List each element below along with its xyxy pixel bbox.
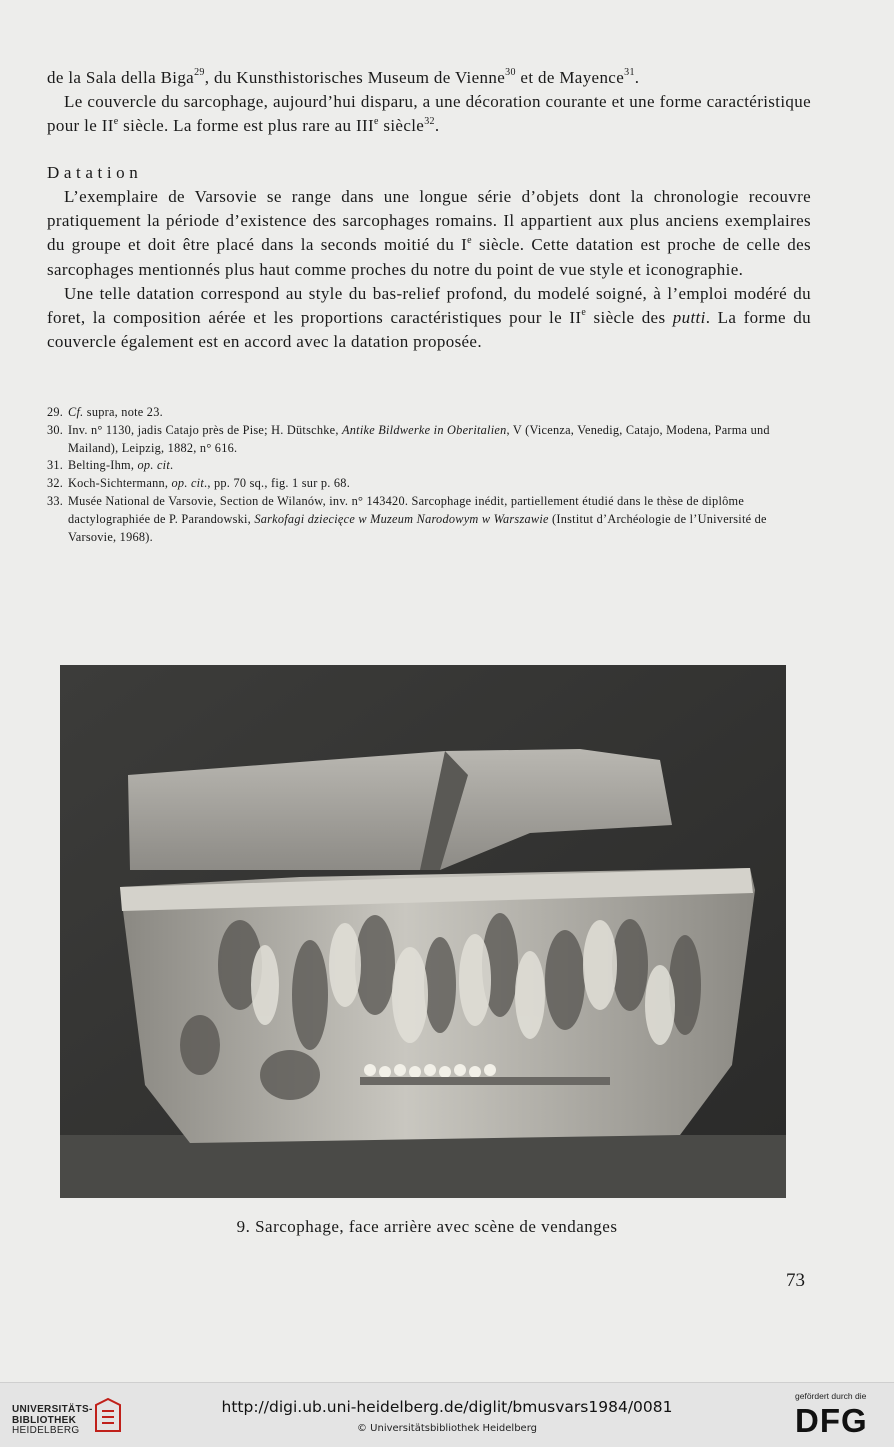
page-number: 73 — [786, 1270, 805, 1291]
funding-label: gefördert durch die — [795, 1391, 867, 1401]
viewer-footer — [0, 1382, 894, 1447]
body-text-datation — [47, 185, 811, 354]
body-text-top — [47, 66, 811, 139]
paragraph-1: de la Sala della Biga$^{29}$, du Kunsthistorisches Museum de Vienne$^{30}$ et de Mayence$^{31}$. — [47, 67, 640, 87]
sarcophagus-image — [60, 665, 786, 1198]
footnote-ref-31[interactable]: 31 — [624, 67, 635, 79]
permalink-url[interactable]: http://digi.ub.uni-heidelberg.de/diglit/bmusvars1984/0081 — [221, 1398, 673, 1416]
footnotes — [47, 404, 813, 546]
library-logo[interactable]: UNIVERSITÄTS- BIBLIOTHEK HEIDELBERG — [12, 1404, 93, 1436]
library-emblem-icon — [92, 1397, 124, 1433]
figure-caption: 9. Sarcophage, face arrière avec scène de vendanges — [236, 1217, 618, 1236]
paragraph-4: Une telle datation correspond au style du bas-relief profond, du modelé soigné, à l’emploi modéré du foret, la composition aérée et les proportions caractéristiques pour le IIe siècle des putti. La forme du couvercle également est en accord avec la datation proposée. — [47, 283, 812, 352]
sarcophagus-photo — [60, 665, 786, 1198]
footnote-ref-30[interactable]: 30 — [505, 67, 516, 79]
footnote-32: 32. Koch-Sichtermann, op. cit., pp. 70 sq., fig. 1 sur p. 68. — [47, 476, 351, 491]
copyright-notice: © Universitätsbibliothek Heidelberg — [356, 1423, 537, 1434]
footnote-30: 30. Inv. n° 1130, jadis Catajo près de Pise; H. Dütschke, Antike Bildwerke in Oberitalien, V (Vicenza, Venedig, Catajo, Modena, Parma und Mailand), Leipzig, 1882, n° 616. — [47, 422, 770, 455]
footnote-33: 33. Musée National de Varsovie, Section de Wilanów, inv. n° 143420. Sarcophage inédit, partiellement étudié dans le thèse de diplôme dactylographiée de P. Parandowski, Sarkofagi dziecięce w Muzeum Narodowym w Warszawie (Institut d’Archéologie de l’Université de Varsovie, 1968). — [47, 493, 767, 544]
dfg-logo[interactable]: DFG — [795, 1402, 868, 1439]
section-heading: Datation — [47, 163, 143, 182]
paragraph-2: Le couvercle du sarcophage, aujourd’hui disparu, a une décoration courante et une forme caractéristique pour le IIe siècle. La forme est plus rare au IIIe siècle$^{32}$. — [47, 92, 811, 136]
footnote-29: 29. Cf. supra, note 23. — [47, 405, 163, 419]
footnote-31: 31. Belting-Ihm, op. cit. — [47, 458, 174, 473]
paragraph-3: L’exemplaire de Varsovie se range dans une longue série d’objets dont la chronologie recouvre pratiquement la période d’existence des sarcophages romains. Il appartient aux plus anciens exemplaires du groupe et doit être placé dans la seconds moitié du Ie siècle. Cette datation est proche de celle des sarcophages mentionnés plus haut comme proches du notre du point de vue style et iconographie. — [47, 187, 811, 279]
footnote-ref-29[interactable]: 29 — [194, 67, 205, 79]
footnote-ref-32[interactable]: 32 — [424, 115, 435, 127]
